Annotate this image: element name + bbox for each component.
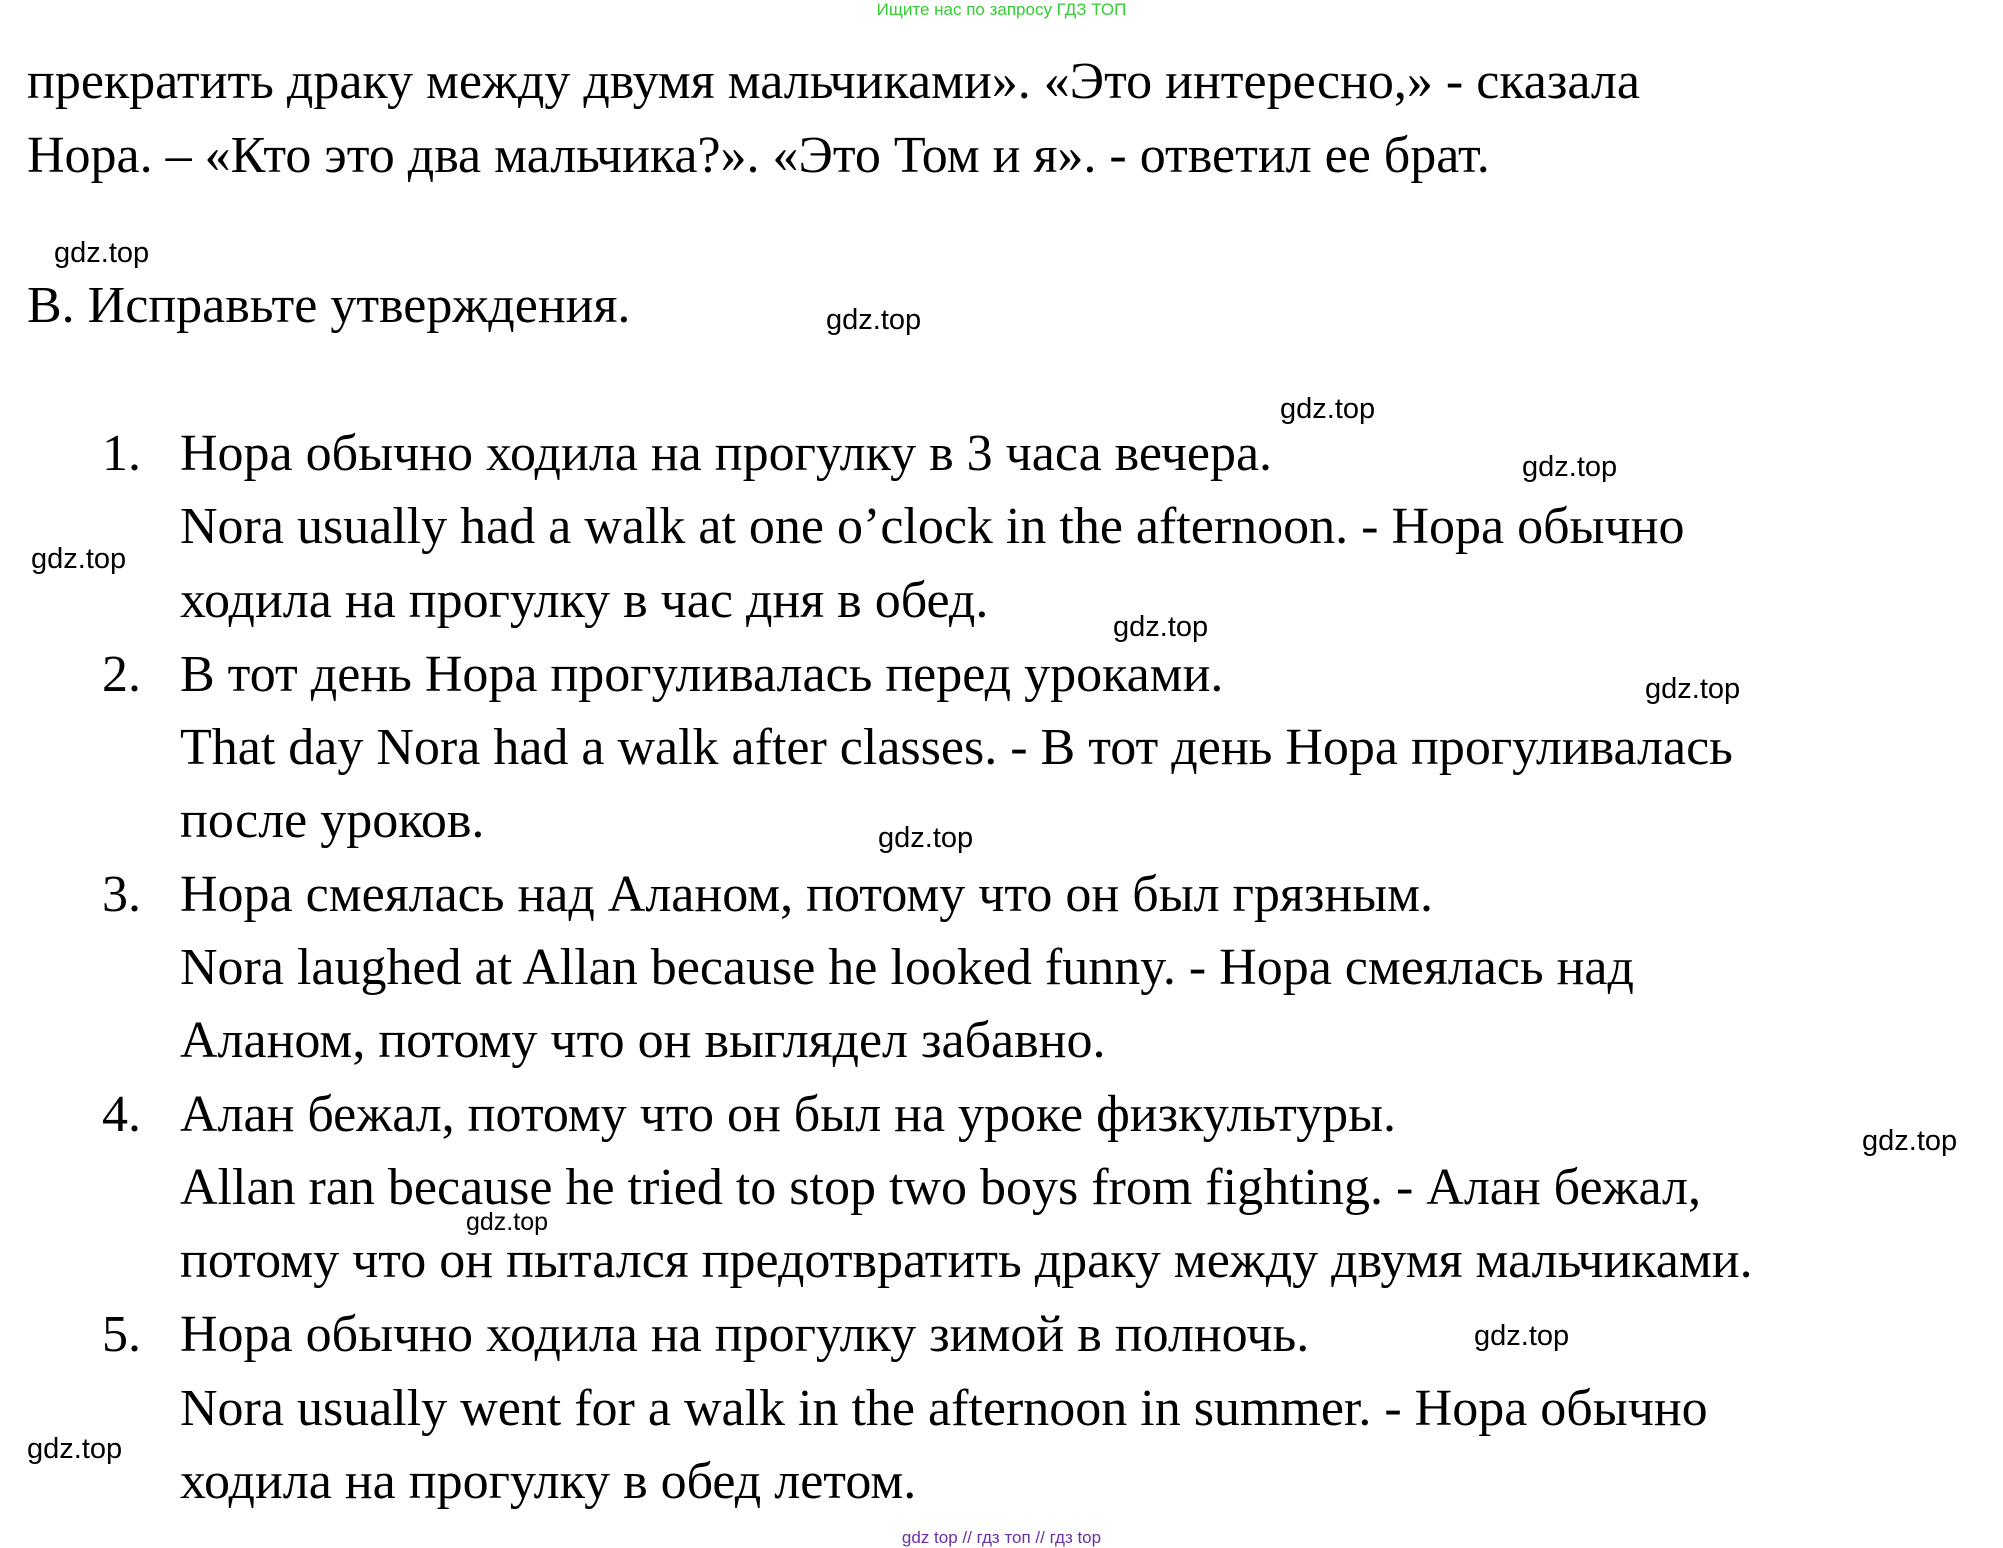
item-statement: Нора обычно ходила на прогулку зимой в полночь. [180,1306,1310,1363]
watermark: gdz.top [54,237,150,269]
watermark: gdz.top [27,1433,123,1465]
section-title: B. Исправьте утверждения. [27,277,631,334]
item-number: 3. [102,866,141,923]
item-number: 2. [102,646,141,703]
top-banner[interactable]: Ищите нас по запросу ГДЗ ТОП [876,0,1127,19]
item-answer-line-1: That day Nora had a walk after classes. - В тот день Нора прогуливалась [180,719,1733,776]
item-number: 5. [102,1306,141,1363]
watermark: gdz.top [1522,451,1618,483]
watermark: gdz.top [1280,393,1376,425]
item-statement: Нора смеялась над Аланом, потому что он был грязным. [180,866,1434,923]
item-answer-line-1: Allan ran because he tried to stop two boys from fighting. - Алан бежал, [180,1159,1701,1216]
watermark: gdz.top [1645,673,1741,705]
item-statement: Нора обычно ходила на прогулку в 3 часа вечера. [180,425,1273,482]
item-answer-line-2: Аланом, потому что он выглядел забавно. [180,1012,1106,1069]
item-answer-line-1: Nora usually had a walk at one o’clock in the afternoon. - Нора обычно [180,498,1685,555]
item-statement: В тот день Нора прогуливалась перед уроками. [180,646,1224,703]
item-answer-line-2: ходила на прогулку в обед летом. [180,1453,917,1510]
item-answer-line-2: ходила на прогулку в час дня в обед. [180,572,989,629]
item-answer-line-2: потому что он пытался предотвратить драку между двумя мальчиками. [180,1232,1753,1289]
watermark: gdz.top [1862,1125,1958,1157]
watermark: gdz.top [466,1208,549,1236]
intro-line-2: Нора. – «Кто это два мальчика?». «Это Том и я». - ответил ее брат. [27,127,1490,184]
watermark: gdz.top [1474,1320,1570,1352]
item-answer-line-1: Nora laughed at Allan because he looked funny. - Нора смеялась над [180,939,1634,996]
watermark: gdz.top [826,304,922,336]
watermark: gdz.top [878,822,974,854]
item-number: 1. [102,425,141,482]
item-answer-line-2: после уроков. [180,792,485,849]
item-answer-line-1: Nora usually went for a walk in the afternoon in summer. - Нора обычно [180,1380,1708,1437]
intro-line-1: прекратить драку между двумя мальчиками». «Это интересно,» - сказала [27,53,1640,110]
item-number: 4. [102,1086,141,1143]
watermark: gdz.top [1113,611,1209,643]
footer-links[interactable]: gdz top // гдз топ // гдз top [901,1528,1102,1547]
item-statement: Алан бежал, потому что он был на уроке физкультуры. [180,1086,1397,1143]
watermark: gdz.top [31,543,127,575]
